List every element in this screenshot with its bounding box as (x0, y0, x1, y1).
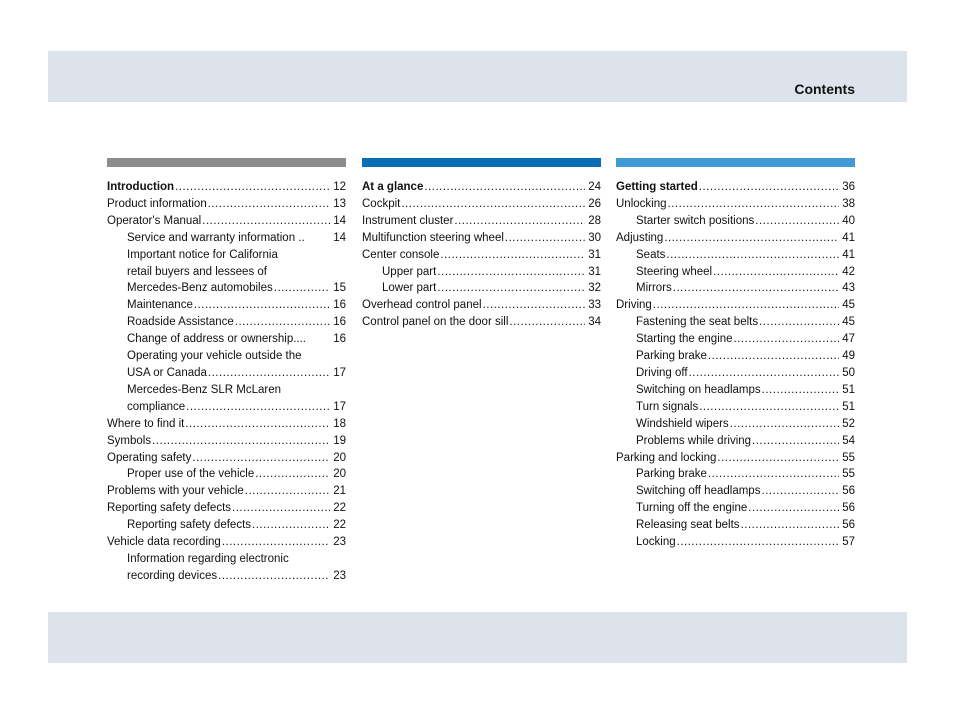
dot-leader (734, 331, 839, 348)
dot-leader (222, 534, 330, 551)
toc-entry-label: recording devices (127, 569, 218, 582)
toc-entry-label: Windshield wipers (636, 417, 729, 430)
toc-page-number: 22 (333, 519, 346, 532)
toc-page-number: 31 (588, 265, 601, 278)
toc-page-number: 49 (842, 350, 855, 363)
toc-page-number: 23 (333, 569, 346, 582)
dot-leader (437, 264, 585, 281)
toc-page-number: 30 (588, 231, 601, 244)
toc-column-at-a-glance (362, 158, 601, 331)
toc-page-number: 43 (842, 282, 855, 295)
toc-page-number: 16 (333, 299, 346, 312)
footer-band (48, 612, 907, 663)
toc-page-number: 16 (333, 333, 346, 346)
toc-entry-label: Switching on headlamps (636, 383, 761, 396)
toc-entry-label: Vehicle data recording (107, 536, 221, 549)
toc-page-number: 40 (842, 214, 855, 227)
toc-column-introduction (107, 158, 346, 585)
toc-entry[interactable] (107, 331, 346, 348)
toc-entry[interactable] (107, 433, 346, 450)
toc-page-number: 45 (842, 299, 855, 312)
toc-entry-label: Turning off the engine (636, 502, 748, 515)
toc-entry[interactable] (616, 213, 855, 230)
toc-page-number: 26 (588, 197, 601, 210)
toc-page-number: 36 (842, 181, 855, 193)
dot-leader (752, 433, 839, 450)
dot-leader (218, 568, 330, 585)
toc-page-number: 12 (333, 181, 346, 193)
toc-page-number: 22 (333, 502, 346, 515)
toc-entry-label: Proper use of the vehicle (127, 468, 255, 481)
toc-page-number: 54 (842, 434, 855, 447)
toc-entry[interactable] (616, 399, 855, 416)
toc-page-number: 47 (842, 333, 855, 346)
toc-page-number: 34 (588, 316, 601, 329)
toc-entry-label: Unlocking (616, 197, 667, 210)
toc-entry-label: Problems with your vehicle (107, 485, 244, 498)
dot-leader (454, 213, 585, 230)
toc-entry-text-line: Important notice for California (127, 248, 278, 261)
toc-entry[interactable] (107, 534, 346, 551)
toc-entry-label: Adjusting (616, 231, 664, 244)
dot-leader (152, 433, 330, 450)
toc-entry[interactable] (616, 314, 855, 331)
toc-page-number: 51 (842, 400, 855, 413)
dot-leader (437, 280, 585, 297)
dot-leader (424, 179, 585, 196)
toc-page-number: 41 (842, 248, 855, 261)
toc-page-number: 42 (842, 265, 855, 278)
toc-page-number: 14 (333, 231, 346, 244)
dot-leader (708, 466, 839, 483)
toc-entry-label: Lower part (382, 282, 437, 295)
toc-entry[interactable] (616, 280, 855, 297)
toc-entry[interactable] (107, 297, 346, 314)
toc-entry[interactable] (616, 517, 855, 534)
toc-entry-label: Where to find it (107, 417, 185, 430)
toc-page-number: 50 (842, 366, 855, 379)
toc-entry[interactable] (616, 264, 855, 281)
toc-page-number: 15 (333, 282, 346, 295)
toc-entry[interactable] (362, 314, 601, 331)
dot-leader (175, 179, 330, 196)
toc-entry-text-line: retail buyers and lessees of (127, 265, 267, 278)
toc-entry[interactable] (616, 230, 855, 247)
toc-entry-label: Starting the engine (636, 333, 733, 346)
toc-entry-label: Getting started (616, 181, 698, 193)
toc-section-heading[interactable] (616, 179, 855, 196)
dot-leader (668, 196, 840, 213)
toc-entry[interactable] (107, 500, 346, 517)
toc-page-number: 28 (588, 214, 601, 227)
toc-entry[interactable] (616, 247, 855, 264)
toc-page-number: 20 (333, 451, 346, 464)
dot-leader (235, 314, 330, 331)
toc-entry-label: Starter switch positions (636, 214, 755, 227)
dot-leader (673, 280, 839, 297)
toc-page-number: 45 (842, 316, 855, 329)
toc-entry-label: Service and warranty information .. (127, 231, 305, 244)
toc-entry-label: Fastening the seat belts (636, 316, 759, 329)
toc-entry-label: Cockpit (362, 197, 401, 210)
dot-leader (274, 280, 330, 297)
toc-entry[interactable] (362, 196, 601, 213)
toc-page-number: 56 (842, 502, 855, 515)
toc-entry-label: Releasing seat belts (636, 519, 740, 532)
dot-leader (401, 196, 585, 213)
toc-entry-label: Parking brake (636, 350, 707, 363)
toc-entry-text-line: Mercedes-Benz SLR McLaren (127, 383, 282, 396)
toc-entry[interactable] (616, 196, 855, 213)
toc-entry[interactable] (107, 280, 346, 297)
dot-leader (699, 179, 839, 196)
toc-entry[interactable] (107, 213, 346, 230)
dot-leader (208, 196, 330, 213)
toc-entry[interactable] (107, 196, 346, 213)
toc-entry[interactable] (362, 280, 601, 297)
toc-entry-label: Reporting safety defects (107, 502, 232, 515)
toc-entry[interactable] (107, 365, 346, 382)
toc-page-number: 52 (842, 417, 855, 430)
dot-leader (232, 500, 330, 517)
toc-entry-label: Problems while driving (636, 434, 752, 447)
toc-entry-label: Switching off headlamps (636, 485, 761, 498)
header-band (48, 51, 907, 102)
toc-section-heading[interactable] (362, 179, 601, 196)
toc-entry-label: Roadside Assistance (127, 316, 234, 329)
toc-page-number: 32 (588, 282, 601, 295)
dot-leader (509, 314, 585, 331)
toc-page-number: 20 (333, 468, 346, 481)
toc-entry[interactable] (362, 230, 601, 247)
toc-entry[interactable] (616, 331, 855, 348)
dot-leader (730, 416, 839, 433)
toc-entry[interactable] (616, 382, 855, 399)
dot-leader (748, 500, 839, 517)
dot-leader (689, 365, 839, 382)
dot-leader (505, 230, 585, 247)
dot-leader (245, 483, 330, 500)
toc-entry[interactable] (616, 500, 855, 517)
toc-entry-text-line: Information regarding electronic (127, 552, 289, 565)
toc-page-number: 31 (588, 248, 601, 261)
toc-page-number: 14 (333, 214, 346, 227)
toc-entry-label: Mirrors (636, 282, 672, 295)
toc-entry[interactable] (362, 297, 601, 314)
dot-leader (185, 416, 330, 433)
toc-entry[interactable] (107, 399, 346, 416)
toc-entry-label: Instrument cluster (362, 214, 454, 227)
toc-entry-label: Symbols (107, 434, 152, 447)
toc-page-number: 16 (333, 316, 346, 329)
dot-leader (741, 517, 839, 534)
dot-leader (192, 450, 330, 467)
toc-entry[interactable] (107, 517, 346, 534)
toc-entry[interactable] (362, 264, 601, 281)
toc-entry[interactable] (616, 416, 855, 433)
toc-entry-label: Upper part (382, 265, 437, 278)
toc-entry-label: Parking and locking (616, 451, 717, 464)
dot-leader (708, 348, 839, 365)
toc-entry[interactable] (107, 230, 346, 247)
toc-entry-label: Introduction (107, 181, 175, 193)
toc-page-number: 56 (842, 519, 855, 532)
toc-entry[interactable] (616, 466, 855, 483)
toc-entry-label: Center console (362, 248, 440, 261)
toc-entry[interactable] (362, 247, 601, 264)
toc-page-number: 18 (333, 417, 346, 430)
toc-page-number: 17 (333, 366, 346, 379)
dot-leader (666, 247, 839, 264)
toc-column-getting-started (616, 158, 855, 551)
toc-entry-label: compliance (127, 400, 186, 413)
toc-entry-label: Maintenance (127, 299, 193, 312)
toc-page-number: 57 (842, 536, 855, 549)
dot-leader (761, 483, 839, 500)
dot-leader (759, 314, 839, 331)
toc-page-number: 55 (842, 468, 855, 481)
toc-page-number: 38 (842, 197, 855, 210)
dot-leader (202, 213, 330, 230)
toc-entry[interactable] (616, 348, 855, 365)
toc-entry-label: Driving off (636, 366, 688, 379)
dot-leader (699, 399, 839, 416)
toc-entry[interactable] (107, 568, 346, 585)
toc-entry-label: Mercedes-Benz automobiles (127, 282, 273, 295)
toc-entry-label: Reporting safety defects (127, 519, 252, 532)
toc-section-heading[interactable] (107, 179, 346, 196)
toc-entry[interactable] (107, 466, 346, 483)
toc-entry-label: Overhead control panel (362, 299, 482, 312)
dot-leader (762, 382, 839, 399)
toc-entry-label: Locking (636, 536, 676, 549)
dot-leader (194, 297, 330, 314)
dot-leader (664, 230, 839, 247)
toc-entry-label: Turn signals (636, 400, 699, 413)
toc-page-number: 41 (842, 231, 855, 244)
toc-entry[interactable] (616, 297, 855, 314)
toc-entry[interactable] (362, 213, 601, 230)
toc-entry-label: Product information (107, 197, 207, 210)
toc-entry-text-line: Operating your vehicle outside the (127, 350, 302, 363)
section-color-bar (107, 158, 346, 167)
toc-entry[interactable] (616, 534, 855, 551)
dot-leader (186, 399, 330, 416)
page-title: Contents (794, 81, 855, 97)
toc-entry-label: Multifunction steering wheel (362, 231, 504, 244)
toc-entry-label: Seats (636, 248, 666, 261)
toc-entry[interactable] (107, 314, 346, 331)
toc-entry[interactable] (107, 416, 346, 433)
toc-entry-label: Operator's Manual (107, 214, 202, 227)
toc-page-number: 17 (333, 400, 346, 413)
toc-page-number: 55 (842, 451, 855, 464)
toc-entry[interactable] (616, 365, 855, 382)
toc-page-number: 19 (333, 434, 346, 447)
toc-page-number: 51 (842, 383, 855, 396)
toc-page-number: 13 (333, 197, 346, 210)
toc-page-number: 33 (588, 299, 601, 312)
toc-entry-label: Operating safety (107, 451, 192, 464)
dot-leader (208, 365, 330, 382)
toc-entry-label: Change of address or ownership.... (127, 333, 306, 346)
toc-page-number: 56 (842, 485, 855, 498)
toc-entry-label: At a glance (362, 181, 424, 193)
toc-entry[interactable] (616, 483, 855, 500)
dot-leader (653, 297, 839, 314)
toc-entry-label: Driving (616, 299, 652, 312)
section-color-bar (362, 158, 601, 167)
dot-leader (755, 213, 839, 230)
toc-entry[interactable] (107, 450, 346, 467)
toc-page-number: 24 (588, 181, 601, 193)
dot-leader (677, 534, 839, 551)
dot-leader (713, 264, 839, 281)
toc-entry-label: Parking brake (636, 468, 707, 481)
toc-entry-label: Control panel on the door sill (362, 316, 509, 329)
toc-entry[interactable] (616, 433, 855, 450)
toc-entry[interactable] (616, 450, 855, 467)
section-color-bar (616, 158, 855, 167)
dot-leader (255, 466, 330, 483)
dot-leader (252, 517, 330, 534)
dot-leader (483, 297, 585, 314)
toc-entry[interactable] (107, 483, 346, 500)
toc-page-number: 21 (333, 485, 346, 498)
dot-leader (717, 450, 839, 467)
toc-entry-label: USA or Canada (127, 366, 207, 379)
toc-entry-label: Steering wheel (636, 265, 713, 278)
dot-leader (440, 247, 585, 264)
toc-page-number: 23 (333, 536, 346, 549)
